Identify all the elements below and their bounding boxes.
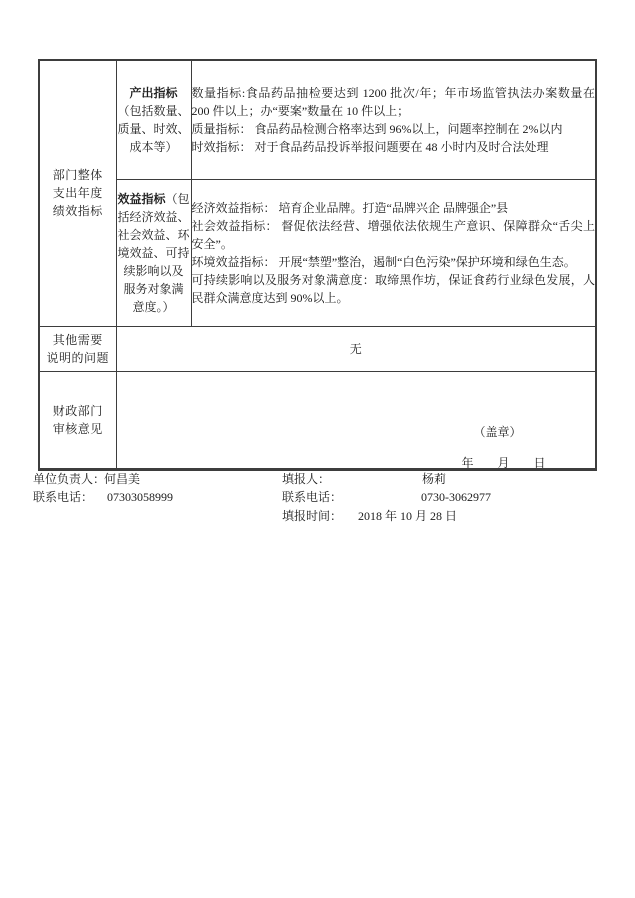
finance-audit-label: 财政部门 审核意见 — [52, 403, 103, 436]
other-issues-value-cell — [116, 326, 596, 371]
unit-phone-number: 07303058999 — [107, 490, 173, 504]
finance-audit-row — [39, 371, 596, 469]
benefit-indicator-title — [117, 190, 191, 208]
filler-phone-number: 0730-3062977 — [421, 490, 491, 504]
output-indicator-content-cell — [191, 60, 596, 179]
row-header-department-performance — [39, 60, 116, 326]
unit-head-label: 单位负责人： — [33, 472, 106, 486]
output-indicator-sublabel: （包括数量、 质量、时效、 成本等） — [117, 103, 190, 154]
unit-phone-label: 联系电话： — [33, 490, 94, 504]
social-benefit-text: 社会效益指标： 督促依法经营、增强依法依规生产意识、保障群众“舌尖上安全”。 — [191, 218, 595, 251]
quantity-indicator-text: 数量指标:食品药品抽检要达到 1200 批次/年；年市场监管执法办案数量在 200 件以上；办“要案”数量在 10 件以上； — [191, 85, 595, 118]
other-issues-row — [39, 326, 596, 371]
finance-audit-content-cell — [116, 371, 596, 469]
environmental-benefit-text: 环境效益指标： 开展“禁塑”整治，遏制“白色污染”保护环境和绿色生态。 — [191, 254, 576, 269]
benefit-indicator-sublabel: 括经济效益、 社会效益、环 境效益、可持 续影响以及 服务对象满 意度。） — [117, 209, 190, 314]
other-issues-label-cell — [39, 326, 116, 371]
filler-label: 填报人： — [282, 472, 331, 486]
quality-indicator-text: 质量指标： 食品药品检测合格率达到 96%以上，问题率控制在 2%以内 — [191, 121, 563, 136]
performance-form-table — [38, 59, 597, 471]
benefit-indicator-bold: 效益指标 — [117, 191, 166, 206]
unit-head-name: 何昌美 — [104, 472, 141, 486]
benefit-indicator-content-cell — [191, 179, 596, 326]
output-indicator-row — [39, 60, 596, 179]
filler-name: 杨莉 — [422, 472, 447, 486]
output-indicator-title — [117, 84, 191, 102]
economic-benefit-text: 经济效益指标： 培育企业品牌。打造“品牌兴企 品牌强企”县 — [191, 200, 509, 215]
fill-date-label: 填报时间： — [282, 509, 343, 523]
benefit-indicator-inline-rest: （包 — [165, 191, 190, 206]
row-header-lines: 部门整体 支出年度 绩效指标 — [52, 168, 103, 219]
date-placeholder: 年 月 日 — [461, 455, 546, 469]
output-indicator-label-cell — [116, 60, 191, 179]
stamp-placeholder: （盖章） — [473, 424, 522, 439]
sustainability-satisfaction-text: 可持续影响以及服务对象满意度：取缔黑作坊，保证食药行业绿色发展，人民群众满意度达到 90%以上。 — [191, 272, 595, 305]
filler-phone-label: 联系电话： — [282, 490, 343, 504]
output-indicator-bold: 产出指标 — [129, 85, 178, 100]
timeliness-indicator-text: 时效指标： 对于食品药品投诉举报问题要在 48 小时内及时合法处理 — [191, 139, 549, 154]
benefit-indicator-row — [39, 179, 596, 326]
other-issues-label: 其他需要 说明的问题 — [46, 332, 109, 365]
finance-audit-label-cell — [39, 371, 116, 469]
benefit-indicator-label-cell — [116, 179, 191, 326]
fill-date-value: 2018 年 10 月 28 日 — [358, 509, 458, 523]
other-issues-value: 无 — [349, 341, 362, 356]
